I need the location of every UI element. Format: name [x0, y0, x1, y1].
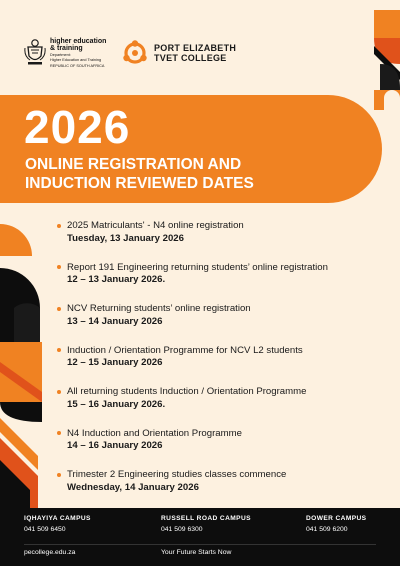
dhet-sub-line2: Higher Education and Training	[50, 58, 102, 63]
college-emblem-icon	[122, 40, 148, 66]
item-title: All returning students Induction / Orientation Programme	[67, 386, 307, 397]
decorative-shapes-left	[0, 212, 46, 508]
dhet-logo	[24, 38, 106, 68]
campus-phone[interactable]: 041 509 6450	[24, 526, 66, 533]
item-date: 15 – 16 January 2026.	[67, 398, 166, 410]
footer-divider	[24, 544, 376, 545]
dhet-sub-line3: REPUBLIC OF SOUTH AFRICA	[50, 63, 105, 68]
item-date: 13 – 14 January 2026	[67, 315, 163, 327]
headline	[25, 156, 254, 194]
item-title: Induction / Orientation Programme for NCV L2 students	[67, 344, 303, 356]
dhet-title-line2: & training	[50, 45, 83, 52]
campus-phone[interactable]: 041 509 6200	[306, 526, 348, 533]
bullet-icon	[57, 224, 61, 228]
item-date: 12 – 13 January 2026.	[67, 274, 166, 286]
campus-russell-road	[161, 515, 251, 533]
bullet-icon	[57, 307, 61, 311]
schedule-item	[57, 220, 387, 262]
bullet-icon	[57, 265, 61, 269]
item-title: NCV Returning students’ online registration	[67, 303, 251, 314]
website-link[interactable]: pecollege.edu.za	[24, 549, 76, 556]
item-date: Tuesday, 13 January 2026	[67, 232, 184, 244]
decorative-shapes-right	[374, 10, 400, 110]
item-date: 12 – 15 January 2026	[67, 357, 163, 369]
item-title: Report 191 Engineering returning students’ online registration	[67, 261, 328, 273]
schedule-item	[57, 386, 387, 428]
college-name-line2: TVET COLLEGE	[154, 53, 227, 63]
tagline: Your Future Starts Now	[161, 549, 232, 556]
item-title: 2025 Matriculants' - N4 online registration	[67, 220, 244, 231]
campus-phone[interactable]: 041 509 6300	[161, 526, 203, 533]
bullet-icon	[57, 473, 61, 477]
schedule-item	[57, 469, 387, 511]
item-date: Wednesday, 14 January 2026	[67, 481, 199, 493]
footer	[0, 508, 400, 566]
schedule-item	[57, 303, 387, 345]
college-logo	[122, 40, 236, 66]
headline-line1: ONLINE REGISTRATION AND	[25, 156, 242, 173]
item-title: N4 Induction and Orientation Programme	[67, 427, 242, 439]
dhet-title-line1: higher education	[50, 38, 107, 45]
campus-name: IQHAYIYA CAMPUS	[24, 515, 91, 522]
headline-line2: INDUCTION REVIEWED DATES	[25, 174, 254, 192]
schedule-item	[57, 428, 387, 470]
item-title: Trimester 2 Engineering studies classes commence	[67, 469, 287, 480]
campus-dower	[306, 515, 366, 533]
campus-name: DOWER CAMPUS	[306, 515, 367, 522]
year-heading: 2026	[24, 101, 131, 153]
college-name-line1: PORT ELIZABETH	[154, 42, 237, 53]
schedule-list	[57, 220, 387, 511]
schedule-item	[57, 262, 387, 304]
campus-name: RUSSELL ROAD CAMPUS	[161, 515, 251, 522]
bullet-icon	[57, 348, 61, 352]
dhet-sub-line1: Department:	[50, 53, 71, 57]
schedule-item	[57, 345, 387, 387]
bullet-icon	[57, 431, 61, 435]
coat-of-arms-icon	[24, 38, 46, 66]
item-date: 14 – 16 January 2026	[67, 440, 163, 452]
bullet-icon	[57, 390, 61, 394]
campus-iqhayiya	[24, 515, 91, 533]
